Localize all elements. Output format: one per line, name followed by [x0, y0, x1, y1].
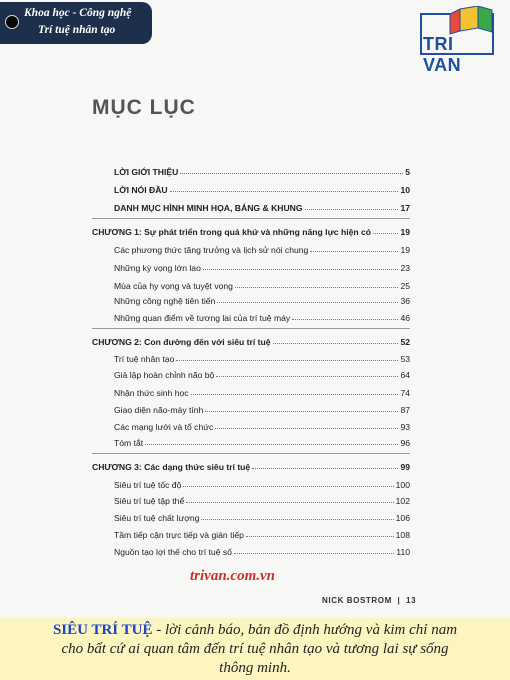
category-badge — [0, 2, 152, 44]
toc-section[interactable]: Nguồn tạo lợi thế cho trí tuệ số 110 — [114, 547, 410, 557]
page-footer — [322, 596, 416, 605]
footer-page-number: 13 — [406, 596, 417, 605]
toc-section[interactable]: Siêu trí tuệ tốc độ 100 — [114, 480, 410, 490]
publisher-logo — [420, 6, 494, 75]
website-watermark[interactable]: trivan.com.vn — [190, 568, 275, 584]
toc-entry-front[interactable]: LỜI GIỚI THIỆU 5 — [114, 167, 410, 177]
divider — [92, 328, 410, 329]
toc-section[interactable]: Mùa của hy vọng và tuyệt vọng 25 — [114, 281, 410, 291]
badge-line-1: Khoa học - Công nghệ — [24, 7, 132, 19]
toc-section[interactable]: Những công nghệ tiên tiến 36 — [114, 296, 410, 306]
banner-line-1: SIÊU TRÍ TUỆ - lời cảnh báo, bản đồ định hướng và kim chỉ nam — [52, 622, 458, 638]
toc-chapter-3[interactable]: CHƯƠNG 3: Các dạng thức siêu trí tuệ 99 — [92, 462, 410, 472]
toc-section[interactable]: Giả lập hoàn chỉnh não bộ 64 — [114, 370, 410, 380]
promo-banner — [0, 618, 510, 680]
toc-chapter-2[interactable]: CHƯƠNG 2: Con đường đến với siêu trí tuệ 52 — [92, 337, 410, 347]
toc-section[interactable]: Siêu trí tuệ tập thể 102 — [114, 496, 410, 506]
banner-line-2: cho bất cứ ai quan tâm đến trí tuệ nhân tạo và tương lai sự sống — [61, 641, 449, 657]
banner-title: SIÊU TRÍ TUỆ — [52, 622, 153, 638]
toc-section[interactable]: Những quan điểm về tương lai của trí tuệ máy 46 — [114, 313, 410, 323]
divider — [92, 218, 410, 219]
toc-section[interactable]: Trí tuệ nhân tạo 53 — [114, 354, 410, 364]
toc-section[interactable]: Tầm tiếp cận trực tiếp và gián tiếp 108 — [114, 530, 410, 540]
banner-line-3: thông minh. — [219, 660, 291, 676]
logo-text: TRI VAN — [423, 34, 462, 75]
divider — [92, 453, 410, 454]
toc-chapter-1[interactable]: CHƯƠNG 1: Sự phát triển trong quá khứ và những năng lực hiện có 19 — [92, 227, 410, 237]
toc-section[interactable]: Các phương thức tăng trưởng và lịch sử nói chung 19 — [114, 245, 410, 255]
footer-author: NICK BOSTROM — [322, 596, 392, 605]
toc-entry-front[interactable]: DANH MỤC HÌNH MINH HỌA, BẢNG & KHUNG 17 — [114, 203, 410, 213]
toc-section[interactable]: Các mạng lưới và tổ chức 93 — [114, 422, 410, 432]
toc-entry-front[interactable]: LỜI NÓI ĐẦU 10 — [114, 185, 410, 195]
toc-title: MỤC LỤC — [92, 96, 196, 119]
bullet-dot-icon — [5, 15, 19, 29]
toc-section[interactable]: Giao diện não-máy tính 87 — [114, 405, 410, 415]
toc-section[interactable]: Tóm tắt 96 — [114, 438, 410, 448]
toc-section[interactable]: Siêu trí tuệ chất lượng 106 — [114, 513, 410, 523]
footer-divider: | — [397, 596, 401, 605]
toc-section[interactable]: Nhận thức sinh học 74 — [114, 388, 410, 398]
toc-section[interactable]: Những kỳ vọng lớn lao 23 — [114, 263, 410, 273]
badge-line-2: Trí tuệ nhân tạo — [38, 24, 116, 36]
